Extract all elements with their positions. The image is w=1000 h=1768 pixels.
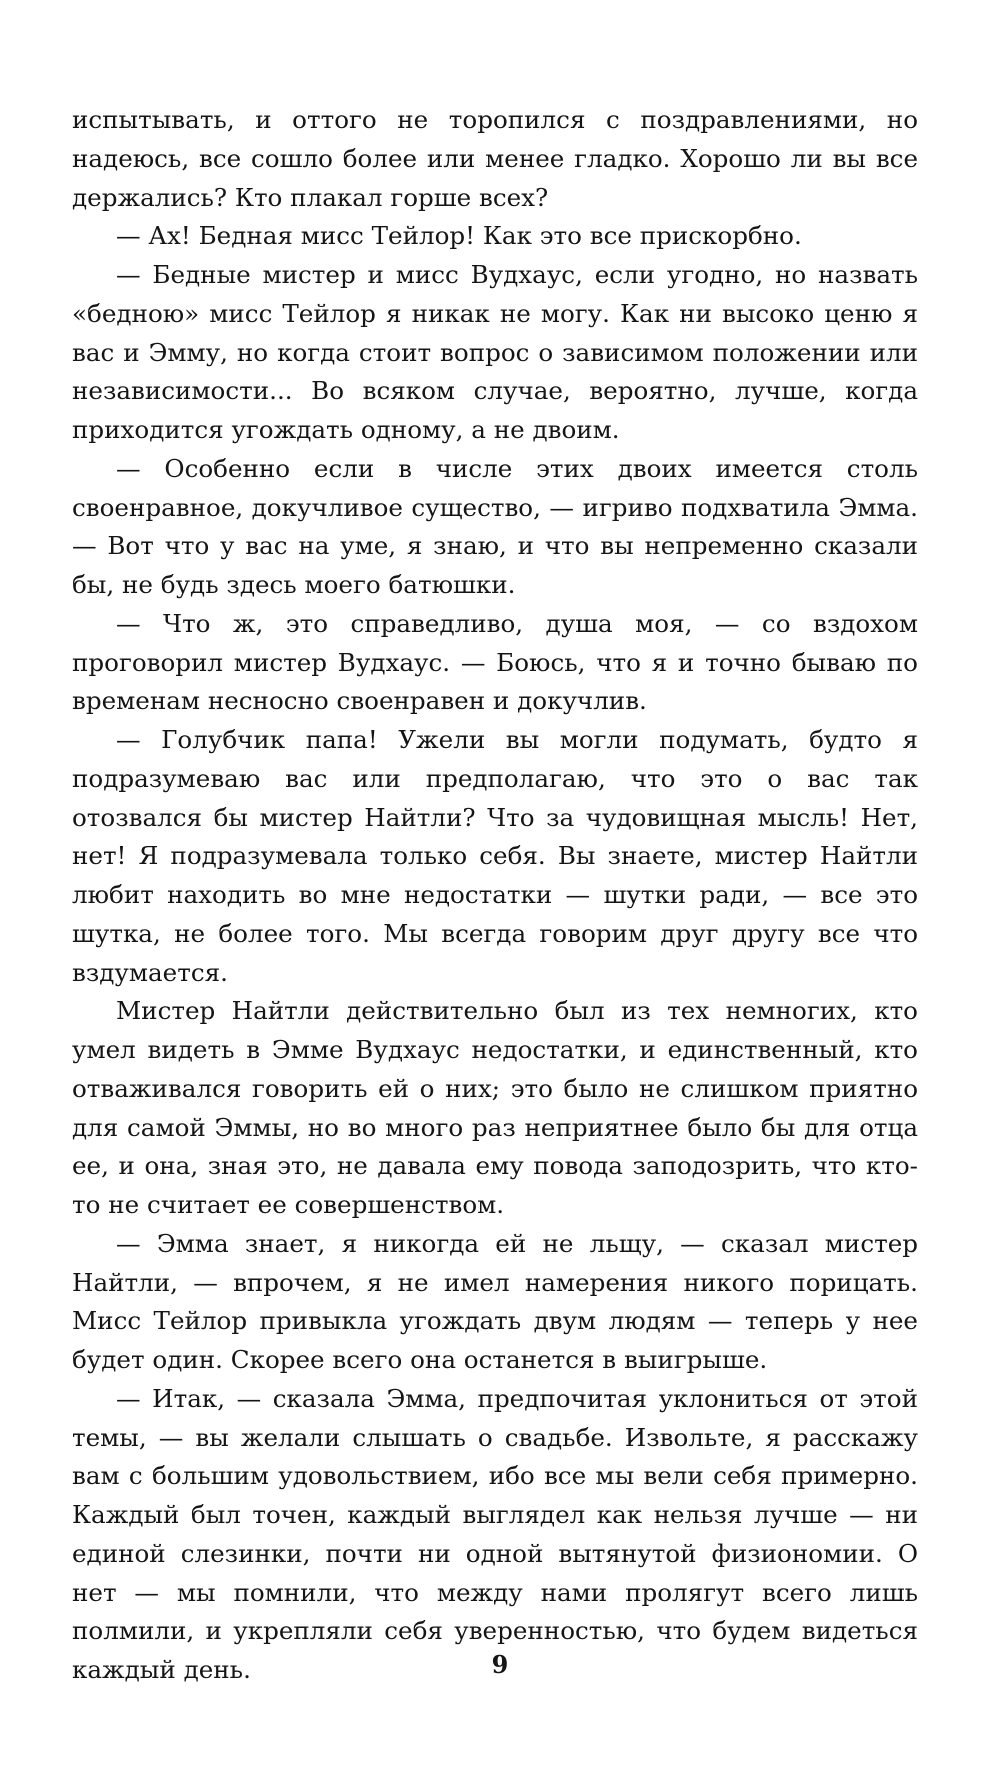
paragraph-7: Мистер Найтли действительно был из тех немногих, кто умел видеть в Эмме Вудхаус недостатки, и единственный, кто отваживался говорить ей о них; это было не слишком приятно для самой Эммы, но во много раз неприятнее было бы для отца ее, и она, зная это, не давала ему повода заподозрить, что кто-то не считает ее совершенством. [72,996,918,1219]
paragraph-8: — Эмма знает, я никогда ей не льщу, — сказал мистер Найтли, — впрочем, я не имел намерения никого порицать. Мисс Тейлор привыкла угождать двум людям — теперь у нее будет один. Скорее всего она останется в выигрыше. [72,1228,918,1374]
paragraph-9: — Итак, — сказала Эмма, предпочитая уклониться от этой темы, — вы желали слышать о свадьбе. Извольте, я расскажу вам с большим удовольствием, ибо все мы вели себя примерно. Каждый был точен, каждый выглядел как нельзя лучше — ни единой слезинки, почти ни одной вытянутой физиономии. О нет — мы помнили, что между нами пролягут всего лишь полмили, и укрепляли себя уверенностью, что будем видеться каждый день. [72,1383,918,1684]
paragraph-6: — Голубчик папа! Ужели вы могли подумать, будто я подразумеваю вас или предполагаю, что это о вас так отозвался бы мистер Найтли? Что за чудовищная мысль! Нет, нет! Я подразумевала только себя. Вы знаете, мистер Найтли любит находить во мне недостатки — шутки ради, — все это шутка, не более того. Мы всегда говорим друг другу все что вздумается. [72,725,918,987]
paragraph-4: — Особенно если в числе этих двоих имеется столь своенравное, докучливое существо, — игриво подхватила Эмма. — Вот что у вас на уме, я знаю, и что вы непременно сказали бы, не будь здесь моего батюшки. [72,453,918,599]
paragraph-2: — Ах! Бедная мисс Тейлор! Как это все прискорбно. [116,221,802,251]
body-text [72,101,918,1690]
paragraph-5: — Что ж, это справедливо, душа моя, — со вздохом проговорил мистер Вудхаус. — Боюсь, что я и точно бываю по временам несносно своенравен и докучлив. [72,608,918,716]
page-number: 9 [491,1650,509,1679]
paragraph-1: испытывать, и оттого не торопился с поздравлениями, но надеюсь, все сошло более или менее гладко. Хорошо ли вы все держались? Кто плакал горше всех? [72,105,918,212]
paragraph-3: — Бедные мистер и мисс Вудхаус, если угодно, но назвать «бедною» мисс Тейлор я никак не могу. Как ни высоко ценю я вас и Эмму, но когда стоит вопрос о зависимом положении или независимости... Во всяком случае, вероятно, лучше, когда приходится угождать одному, а не двоим. [72,260,918,444]
